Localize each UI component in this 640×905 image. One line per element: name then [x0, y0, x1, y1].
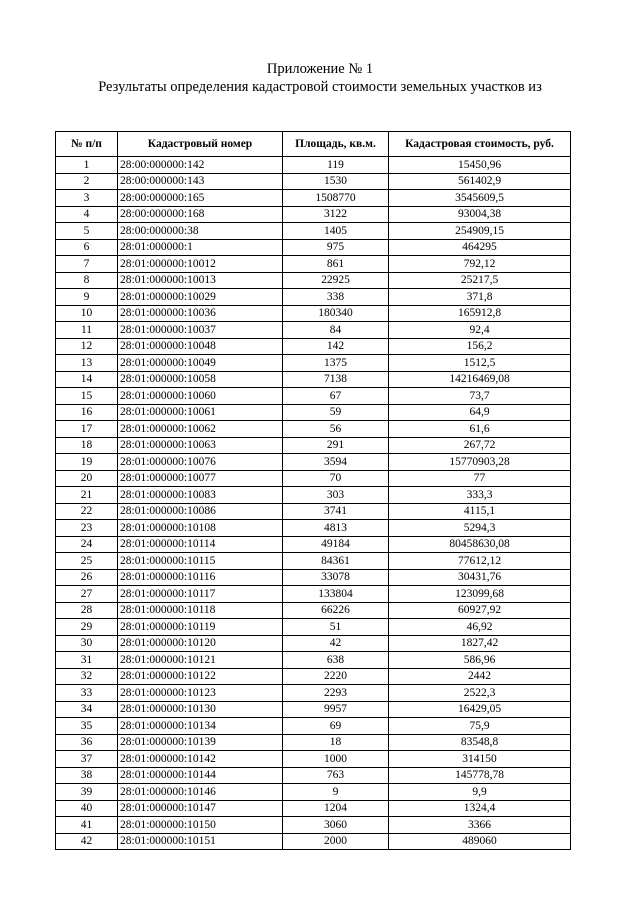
- table-row: [56, 668, 571, 685]
- cadastral-value-cell: 165912,8: [389, 305, 571, 322]
- area-cell: 180340: [283, 305, 389, 322]
- row-number-cell: 13: [56, 355, 118, 372]
- row-number-cell: 21: [56, 487, 118, 504]
- cadastral-value-cell: 792,12: [389, 256, 571, 273]
- table-row: [56, 173, 571, 190]
- table-row: [56, 751, 571, 768]
- cadastral-value-cell: 73,7: [389, 388, 571, 405]
- table-row: [56, 404, 571, 421]
- area-cell: 51: [283, 619, 389, 636]
- table-row: [56, 206, 571, 223]
- table-row: [56, 734, 571, 751]
- cadastral-value-cell: 1827,42: [389, 635, 571, 652]
- area-cell: 303: [283, 487, 389, 504]
- cadastral-value-cell: 80458630,08: [389, 536, 571, 553]
- row-number-cell: 20: [56, 470, 118, 487]
- table-row: [56, 338, 571, 355]
- cadastral-number-cell: 28:01:000000:10060: [118, 388, 283, 405]
- row-number-cell: 32: [56, 668, 118, 685]
- cadastral-value-cell: 333,3: [389, 487, 571, 504]
- cadastral-number-cell: 28:01:000000:10114: [118, 536, 283, 553]
- row-number-cell: 41: [56, 817, 118, 834]
- row-number-cell: 39: [56, 784, 118, 801]
- row-number-cell: 38: [56, 767, 118, 784]
- row-number-cell: 17: [56, 421, 118, 438]
- row-number-cell: 8: [56, 272, 118, 289]
- row-number-cell: 31: [56, 652, 118, 669]
- cadastral-value-cell: 77612,12: [389, 553, 571, 570]
- document-title: Приложение № 1: [266, 61, 374, 77]
- cadastral-number-cell: 28:01:000000:10122: [118, 668, 283, 685]
- area-cell: 2000: [283, 833, 389, 850]
- cadastral-value-cell: 3366: [389, 817, 571, 834]
- area-cell: 119: [283, 157, 389, 174]
- header-area: Площадь, кв.м.: [283, 132, 389, 157]
- cadastral-number-cell: 28:01:000000:10061: [118, 404, 283, 421]
- table-row: [56, 371, 571, 388]
- area-cell: 1530: [283, 173, 389, 190]
- area-cell: 133804: [283, 586, 389, 603]
- table-row: [56, 355, 571, 372]
- area-cell: 33078: [283, 569, 389, 586]
- area-cell: 9: [283, 784, 389, 801]
- area-cell: 2293: [283, 685, 389, 702]
- area-cell: 9957: [283, 701, 389, 718]
- table-row: [56, 635, 571, 652]
- area-cell: 18: [283, 734, 389, 751]
- cadastral-value-cell: 2522,3: [389, 685, 571, 702]
- table-row: [56, 421, 571, 438]
- row-number-cell: 10: [56, 305, 118, 322]
- row-number-cell: 16: [56, 404, 118, 421]
- table-row: [56, 767, 571, 784]
- header-cadastral-number: Кадастровый номер: [118, 132, 283, 157]
- cadastral-value-cell: 83548,8: [389, 734, 571, 751]
- area-cell: 1405: [283, 223, 389, 240]
- row-number-cell: 35: [56, 718, 118, 735]
- cadastral-value-cell: 156,2: [389, 338, 571, 355]
- header-row-number: № п/п: [56, 132, 118, 157]
- table-row: [56, 553, 571, 570]
- row-number-cell: 28: [56, 602, 118, 619]
- cadastral-number-cell: 28:01:000000:10117: [118, 586, 283, 603]
- cadastral-number-cell: 28:01:000000:10120: [118, 635, 283, 652]
- area-cell: 70: [283, 470, 389, 487]
- cadastral-number-cell: 28:01:000000:10121: [118, 652, 283, 669]
- row-number-cell: 9: [56, 289, 118, 306]
- area-cell: 66226: [283, 602, 389, 619]
- cadastral-number-cell: 28:01:000000:10083: [118, 487, 283, 504]
- table-row: [56, 536, 571, 553]
- area-cell: 291: [283, 437, 389, 454]
- area-cell: 4813: [283, 520, 389, 537]
- cadastral-number-cell: 28:01:000000:10147: [118, 800, 283, 817]
- cadastral-value-table: [55, 131, 571, 850]
- table-row: [56, 157, 571, 174]
- cadastral-value-cell: 371,8: [389, 289, 571, 306]
- row-number-cell: 36: [56, 734, 118, 751]
- table-row: [56, 817, 571, 834]
- area-cell: 22925: [283, 272, 389, 289]
- table-row: [56, 520, 571, 537]
- row-number-cell: 7: [56, 256, 118, 273]
- cadastral-value-cell: 489060: [389, 833, 571, 850]
- document-subtitle: Результаты определения кадастровой стоимости земельных участков из: [98, 79, 542, 95]
- cadastral-number-cell: 28:01:000000:10142: [118, 751, 283, 768]
- row-number-cell: 42: [56, 833, 118, 850]
- table-row: [56, 701, 571, 718]
- cadastral-number-cell: 28:01:000000:10077: [118, 470, 283, 487]
- area-cell: 142: [283, 338, 389, 355]
- cadastral-number-cell: 28:00:000000:165: [118, 190, 283, 207]
- table-row: [56, 223, 571, 240]
- row-number-cell: 25: [56, 553, 118, 570]
- row-number-cell: 15: [56, 388, 118, 405]
- area-cell: 42: [283, 635, 389, 652]
- row-number-cell: 29: [56, 619, 118, 636]
- row-number-cell: 30: [56, 635, 118, 652]
- cadastral-number-cell: 28:01:000000:10134: [118, 718, 283, 735]
- cadastral-value-cell: 15450,96: [389, 157, 571, 174]
- cadastral-number-cell: 28:01:000000:10144: [118, 767, 283, 784]
- row-number-cell: 4: [56, 206, 118, 223]
- cadastral-number-cell: 28:01:000000:10118: [118, 602, 283, 619]
- cadastral-value-cell: 14216469,08: [389, 371, 571, 388]
- row-number-cell: 2: [56, 173, 118, 190]
- table-row: [56, 569, 571, 586]
- table-row: [56, 718, 571, 735]
- cadastral-value-cell: 254909,15: [389, 223, 571, 240]
- cadastral-value-cell: 267,72: [389, 437, 571, 454]
- row-number-cell: 37: [56, 751, 118, 768]
- cadastral-number-cell: 28:01:000000:10012: [118, 256, 283, 273]
- area-cell: 638: [283, 652, 389, 669]
- cadastral-value-cell: 93004,38: [389, 206, 571, 223]
- table-row: [56, 437, 571, 454]
- table-row: [56, 503, 571, 520]
- cadastral-value-cell: 30431,76: [389, 569, 571, 586]
- cadastral-value-cell: 314150: [389, 751, 571, 768]
- cadastral-value-cell: 561402,9: [389, 173, 571, 190]
- row-number-cell: 3: [56, 190, 118, 207]
- cadastral-number-cell: 28:01:000000:10037: [118, 322, 283, 339]
- area-cell: 1508770: [283, 190, 389, 207]
- header-cadastral-value: Кадастровая стоимость, руб.: [389, 132, 571, 157]
- cadastral-number-cell: 28:00:000000:38: [118, 223, 283, 240]
- table-row: [56, 256, 571, 273]
- table-row: [56, 305, 571, 322]
- cadastral-number-cell: 28:00:000000:168: [118, 206, 283, 223]
- cadastral-value-cell: 1324,4: [389, 800, 571, 817]
- table-header: [56, 132, 571, 157]
- cadastral-number-cell: 28:01:000000:10146: [118, 784, 283, 801]
- cadastral-number-cell: 28:01:000000:10151: [118, 833, 283, 850]
- area-cell: 975: [283, 239, 389, 256]
- cadastral-value-cell: 123099,68: [389, 586, 571, 603]
- table-row: [56, 487, 571, 504]
- cadastral-number-cell: 28:01:000000:10058: [118, 371, 283, 388]
- cadastral-value-cell: 4115,1: [389, 503, 571, 520]
- row-number-cell: 24: [56, 536, 118, 553]
- cadastral-value-cell: 464295: [389, 239, 571, 256]
- cadastral-number-cell: 28:01:000000:10063: [118, 437, 283, 454]
- table-row: [56, 388, 571, 405]
- area-cell: 861: [283, 256, 389, 273]
- table-row: [56, 470, 571, 487]
- cadastral-number-cell: 28:01:000000:10029: [118, 289, 283, 306]
- table-row: [56, 602, 571, 619]
- area-cell: 1204: [283, 800, 389, 817]
- row-number-cell: 40: [56, 800, 118, 817]
- row-number-cell: 14: [56, 371, 118, 388]
- table-body: [56, 157, 571, 850]
- cadastral-value-cell: 1512,5: [389, 355, 571, 372]
- table-row: [56, 619, 571, 636]
- cadastral-number-cell: 28:01:000000:10115: [118, 553, 283, 570]
- area-cell: 67: [283, 388, 389, 405]
- area-cell: 1375: [283, 355, 389, 372]
- table-row: [56, 586, 571, 603]
- area-cell: 84: [283, 322, 389, 339]
- cadastral-value-cell: 5294,3: [389, 520, 571, 537]
- area-cell: 69: [283, 718, 389, 735]
- table-row: [56, 784, 571, 801]
- cadastral-number-cell: 28:00:000000:143: [118, 173, 283, 190]
- table-row: [56, 685, 571, 702]
- row-number-cell: 19: [56, 454, 118, 471]
- area-cell: 84361: [283, 553, 389, 570]
- row-number-cell: 26: [56, 569, 118, 586]
- cadastral-value-cell: 3545609,5: [389, 190, 571, 207]
- table-row: [56, 272, 571, 289]
- table-row: [56, 833, 571, 850]
- row-number-cell: 18: [56, 437, 118, 454]
- row-number-cell: 23: [56, 520, 118, 537]
- area-cell: 3594: [283, 454, 389, 471]
- table-row: [56, 652, 571, 669]
- cadastral-number-cell: 28:01:000000:10013: [118, 272, 283, 289]
- cadastral-value-cell: 25217,5: [389, 272, 571, 289]
- cadastral-value-cell: 2442: [389, 668, 571, 685]
- cadastral-number-cell: 28:01:000000:10130: [118, 701, 283, 718]
- cadastral-number-cell: 28:01:000000:1: [118, 239, 283, 256]
- row-number-cell: 5: [56, 223, 118, 240]
- cadastral-number-cell: 28:01:000000:10049: [118, 355, 283, 372]
- area-cell: 763: [283, 767, 389, 784]
- table-row: [56, 800, 571, 817]
- cadastral-number-cell: 28:01:000000:10048: [118, 338, 283, 355]
- cadastral-value-cell: 9,9: [389, 784, 571, 801]
- cadastral-number-cell: 28:01:000000:10108: [118, 520, 283, 537]
- cadastral-number-cell: 28:01:000000:10036: [118, 305, 283, 322]
- cadastral-value-cell: 64,9: [389, 404, 571, 421]
- table-row: [56, 322, 571, 339]
- row-number-cell: 27: [56, 586, 118, 603]
- cadastral-number-cell: 28:01:000000:10150: [118, 817, 283, 834]
- table-row: [56, 190, 571, 207]
- header-row: [56, 132, 571, 157]
- cadastral-value-cell: 75,9: [389, 718, 571, 735]
- area-cell: 1000: [283, 751, 389, 768]
- area-cell: 3060: [283, 817, 389, 834]
- area-cell: 3122: [283, 206, 389, 223]
- area-cell: 7138: [283, 371, 389, 388]
- table-row: [56, 289, 571, 306]
- area-cell: 56: [283, 421, 389, 438]
- area-cell: 3741: [283, 503, 389, 520]
- cadastral-number-cell: 28:01:000000:10123: [118, 685, 283, 702]
- row-number-cell: 12: [56, 338, 118, 355]
- cadastral-number-cell: 28:01:000000:10062: [118, 421, 283, 438]
- row-number-cell: 11: [56, 322, 118, 339]
- table-row: [56, 239, 571, 256]
- cadastral-value-cell: 586,96: [389, 652, 571, 669]
- row-number-cell: 22: [56, 503, 118, 520]
- table-row: [56, 454, 571, 471]
- area-cell: 49184: [283, 536, 389, 553]
- cadastral-number-cell: 28:01:000000:10119: [118, 619, 283, 636]
- cadastral-number-cell: 28:01:000000:10139: [118, 734, 283, 751]
- row-number-cell: 34: [56, 701, 118, 718]
- row-number-cell: 6: [56, 239, 118, 256]
- cadastral-value-cell: 77: [389, 470, 571, 487]
- cadastral-number-cell: 28:00:000000:142: [118, 157, 283, 174]
- cadastral-number-cell: 28:01:000000:10116: [118, 569, 283, 586]
- cadastral-number-cell: 28:01:000000:10076: [118, 454, 283, 471]
- cadastral-value-cell: 46,92: [389, 619, 571, 636]
- cadastral-value-cell: 60927,92: [389, 602, 571, 619]
- area-cell: 338: [283, 289, 389, 306]
- area-cell: 59: [283, 404, 389, 421]
- cadastral-number-cell: 28:01:000000:10086: [118, 503, 283, 520]
- cadastral-value-cell: 61,6: [389, 421, 571, 438]
- cadastral-value-cell: 16429,05: [389, 701, 571, 718]
- cadastral-value-cell: 145778,78: [389, 767, 571, 784]
- row-number-cell: 1: [56, 157, 118, 174]
- cadastral-value-cell: 15770903,28: [389, 454, 571, 471]
- cadastral-value-cell: 92,4: [389, 322, 571, 339]
- area-cell: 2220: [283, 668, 389, 685]
- row-number-cell: 33: [56, 685, 118, 702]
